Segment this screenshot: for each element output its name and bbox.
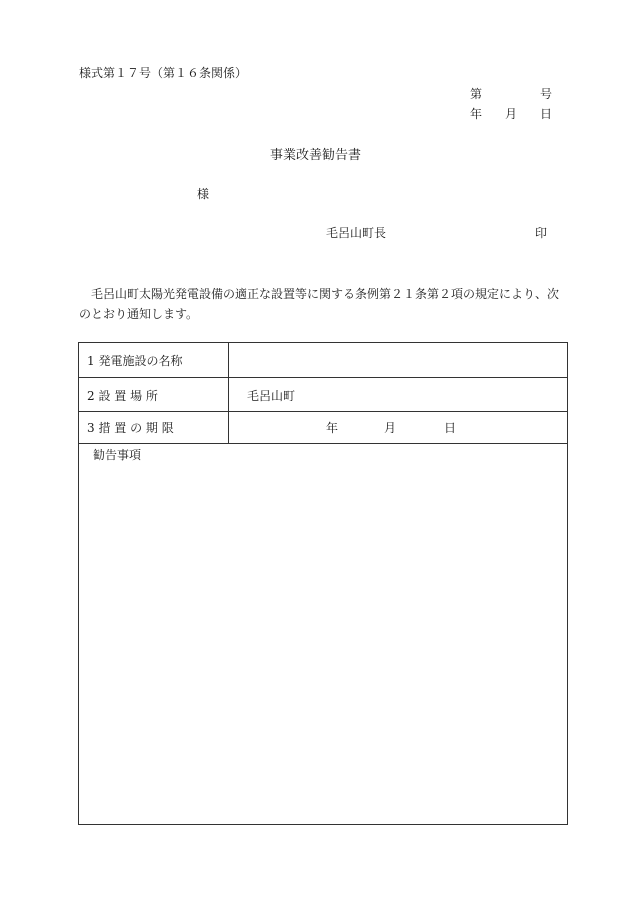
date-day-label: 日 bbox=[540, 107, 553, 121]
facility-name-value bbox=[229, 343, 567, 377]
location-value bbox=[229, 378, 567, 411]
body-text-line-1 bbox=[79, 288, 559, 300]
seal-mark: 印 bbox=[535, 226, 548, 240]
deadline-month-label: 月 bbox=[384, 421, 397, 435]
body-text-1: 毛呂山町太陽光発電設備の適正な設置等に関する条例第２１条第２項の規定により、次 bbox=[91, 287, 560, 301]
recipient-honorific: 様 bbox=[197, 187, 210, 201]
doc-number-suffix: 号 bbox=[540, 87, 553, 101]
location-text: 毛呂山町 bbox=[247, 389, 296, 403]
body-text-line-2: のとおり通知します。 bbox=[79, 307, 199, 321]
doc-number-prefix: 第 bbox=[470, 87, 483, 101]
table-row-location bbox=[79, 378, 567, 412]
document-title: 事業改善勧告書 bbox=[270, 148, 362, 163]
date-month-label: 月 bbox=[505, 107, 518, 121]
table-row-deadline bbox=[79, 412, 567, 444]
advice-label: 勧告事項 bbox=[93, 448, 142, 462]
info-table bbox=[78, 342, 568, 825]
facility-name-label: 1 発電施設の名称 bbox=[87, 354, 183, 368]
location-label: 2 設 置 場 所 bbox=[87, 389, 158, 403]
table-label-cell bbox=[79, 343, 229, 377]
table-label-cell bbox=[79, 412, 229, 443]
table-label-cell bbox=[79, 378, 229, 411]
date-year-label: 年 bbox=[470, 107, 483, 121]
deadline-year-label: 年 bbox=[326, 421, 339, 435]
table-row-facility-name bbox=[79, 343, 567, 378]
form-number: 様式第１７号（第１６条関係） bbox=[79, 66, 248, 80]
deadline-value bbox=[229, 412, 567, 443]
issuer-name: 毛呂山町長 bbox=[326, 226, 387, 240]
deadline-label: 3 措 置 の 期 限 bbox=[87, 421, 174, 435]
deadline-day-label: 日 bbox=[444, 421, 457, 435]
